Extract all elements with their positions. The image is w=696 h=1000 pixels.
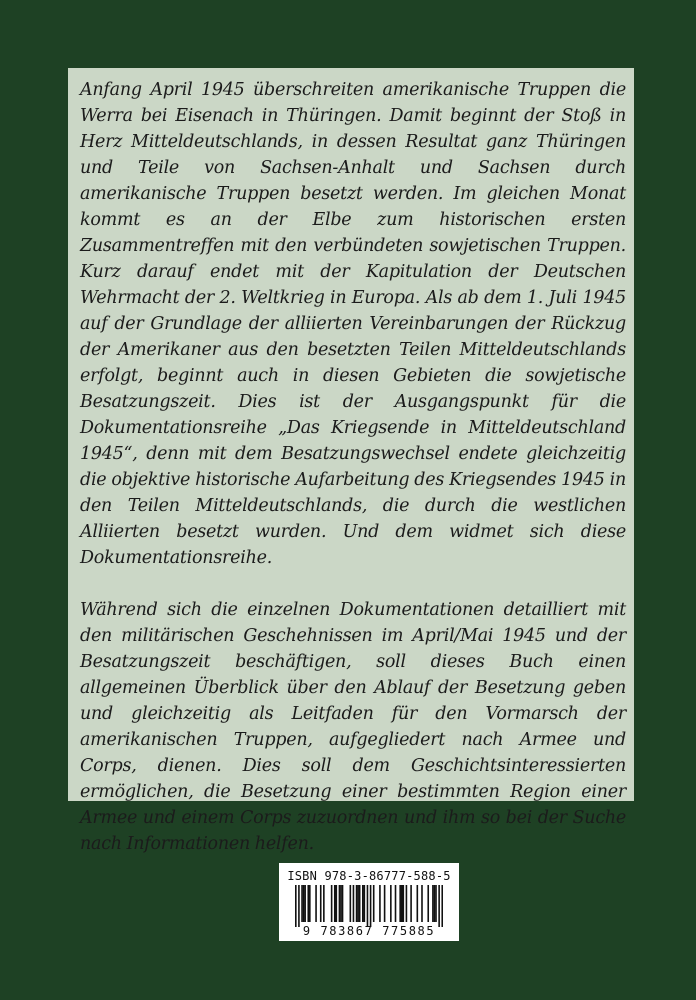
- barcode-bar: [373, 885, 375, 922]
- barcode-bar: [432, 885, 434, 922]
- barcode-bar: [359, 885, 361, 922]
- barcode-bar: [334, 885, 336, 922]
- barcode-bar: [309, 885, 311, 922]
- barcode-bar: [357, 885, 359, 922]
- barcode-bar: [295, 885, 297, 927]
- barcode-bar: [402, 885, 404, 922]
- barcode-bar: [435, 885, 437, 922]
- blurb-paragraph-1: Anfang April 1945 überschreiten amerikanische Truppen die Werra bei Eisenach in Thüringen. Damit beginnt der Stoß in Herz Mitteldeutschlands, in dessen Resultat ganz Thüringen und Teile von Sachsen-Anhalt und Sachsen durch amerikanische Truppen besetzt werden. Im gleichen Monat kommt es an der Elbe zum historischen ersten Zusammentreffen mit den verbündeten sowjetischen Truppen. Kurz darauf endet mit der Kapitulation der Deutschen Wehrmacht der 2. Weltkrieg in Europa. Als ab dem 1. Juli 1945 auf der Grundlage der alliierten Vereinbarungen der Rückzug der Amerikaner aus den besetzten Teilen Mitteldeutschlands erfolgt, beginnt auch in diesen Gebieten die sowjetische Besatzungszeit. Dies ist der Ausgangspunkt für die Dokumentationsreihe „Das Kriegsende in Mitteldeutschland 1945“, denn mit dem Besatzungswechsel endete gleichzeitig die objektive historische Aufarbeitung des Kriegsendes 1945 in den Teilen Mitteldeutschlands, die durch die westlichen Alliierten besetzt wurden. Und dem widmet sich diese Dokumentationsreihe.: [80, 80, 626, 568]
- barcode-bar: [438, 885, 440, 927]
- barcode-bar: [417, 885, 419, 922]
- barcode-bar: [323, 885, 325, 922]
- isbn-barcode-box: [279, 863, 459, 941]
- barcode-bar: [370, 885, 372, 927]
- barcode: [295, 885, 443, 927]
- barcode-bar: [356, 885, 358, 922]
- barcode-bar: [339, 885, 341, 922]
- barcode-bar: [401, 885, 403, 922]
- barcode-bar: [336, 885, 338, 922]
- barcode-bar: [434, 885, 436, 922]
- blurb-paragraph-2: Während sich die einzelnen Dokumentationen detailliert mit den militärischen Geschehnissen im April/Mai 1945 und der Besatzungszeit beschäftigen, soll dieses Buch einen allgemeinen Überblick über den Ablauf der Besetzung geben und gleichzeitig als Leitfaden für den Vormarsch der amerikanischen Truppen, aufgegliedert nach Armee und Corps, dienen. Dies soll dem Geschichtsinteressierten ermöglichen, die Besetzung einer bestimmten Region einer Armee und einem Corps zuzuordnen und ihm so bei der Suche nach Informationen helfen.: [80, 600, 626, 854]
- barcode-digits: 9 783867 775885: [302, 924, 436, 938]
- barcode-bar: [364, 885, 366, 922]
- barcode-bar: [315, 885, 317, 922]
- barcode-bar: [410, 885, 412, 922]
- barcode-bar: [342, 885, 344, 922]
- barcode-bar: [399, 885, 401, 922]
- barcode-bar: [406, 885, 408, 922]
- barcode-bar: [304, 885, 306, 922]
- barcode-bar: [303, 885, 305, 922]
- barcode-bar: [384, 885, 386, 922]
- barcode-bar: [331, 885, 333, 922]
- barcode-bar: [441, 885, 443, 927]
- barcode-bar: [427, 885, 429, 922]
- barcode-bar: [390, 885, 392, 922]
- isbn-label: ISBN 978-3-86777-588-5: [287, 869, 451, 883]
- barcode-bar: [298, 885, 300, 927]
- barcode-bar: [353, 885, 355, 922]
- barcode-bar: [421, 885, 423, 922]
- barcode-bar: [307, 885, 309, 922]
- barcode-bar: [340, 885, 342, 922]
- barcode-bar: [301, 885, 303, 922]
- barcode-bar: [350, 885, 352, 922]
- barcode-bar: [395, 885, 397, 922]
- blurb-panel: [68, 68, 634, 854]
- barcode-bar: [320, 885, 322, 922]
- barcode-bar: [362, 885, 364, 922]
- barcode-bar: [367, 885, 369, 927]
- barcode-bar: [379, 885, 381, 922]
